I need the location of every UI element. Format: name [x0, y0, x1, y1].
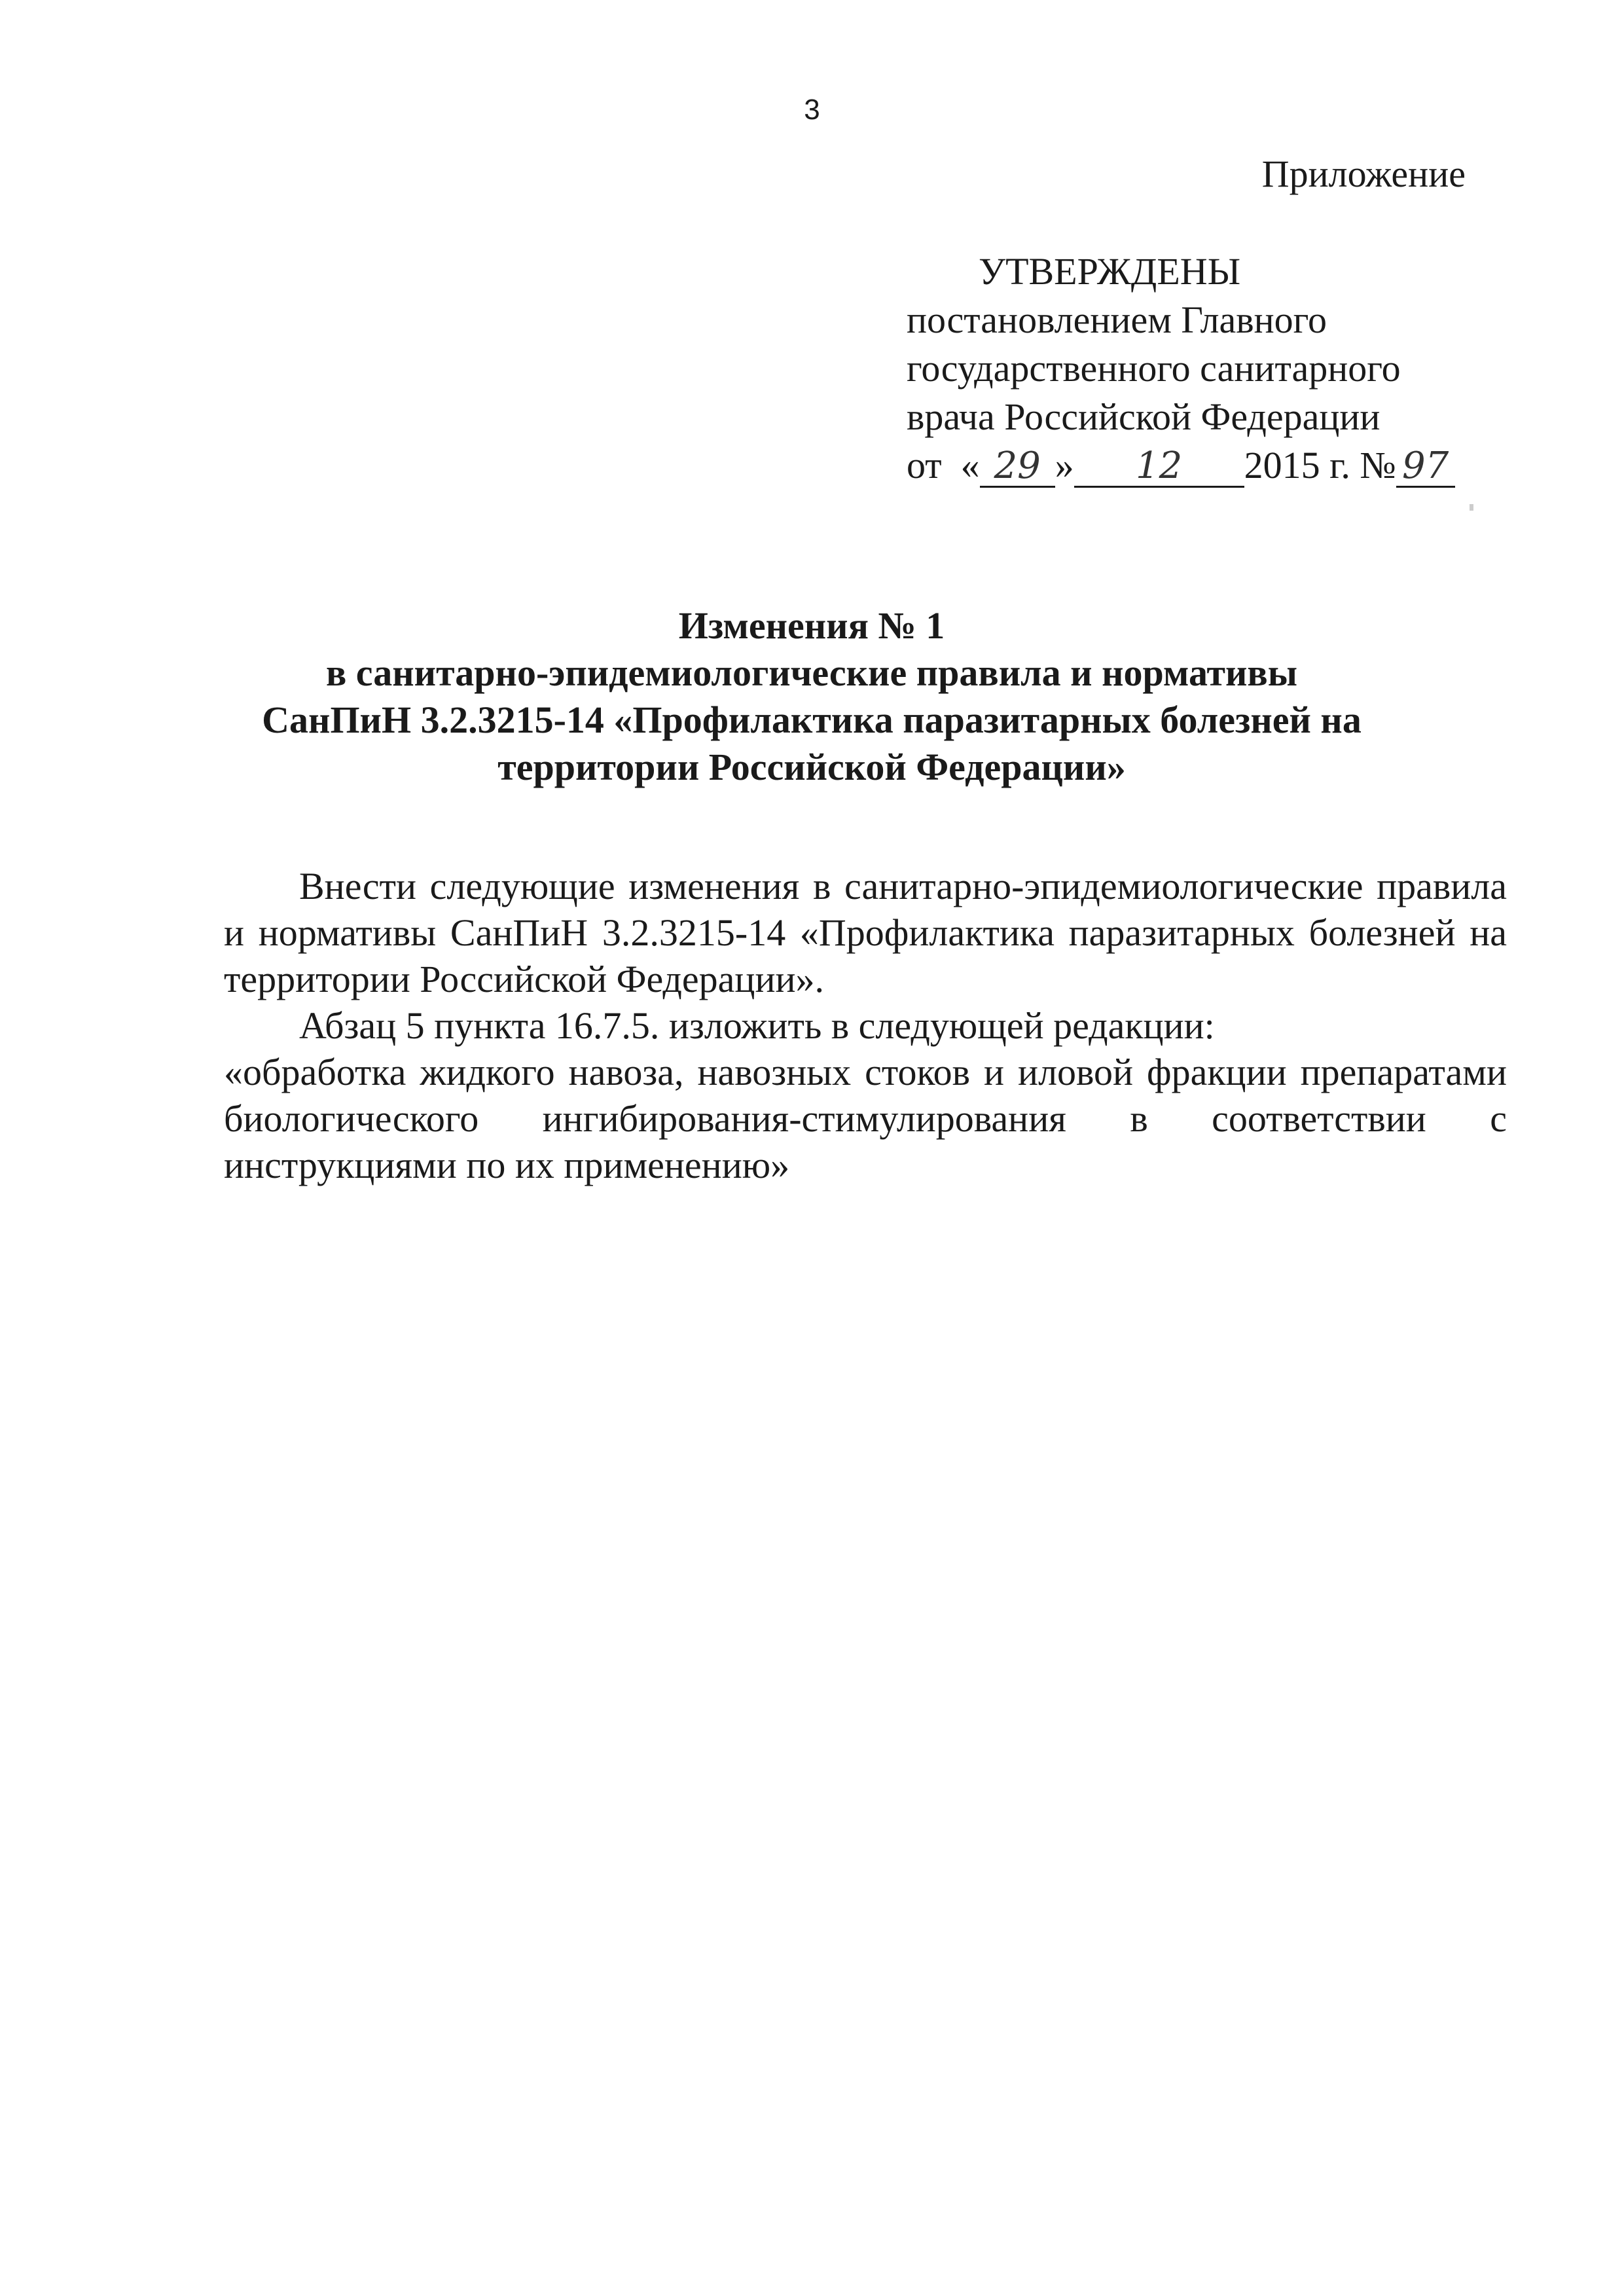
approval-heading: УТВЕРЖДЕНЫ [979, 250, 1241, 293]
title-line-4: территории Российской Федерации» [497, 746, 1126, 788]
title-line-3: СанПиН 3.2.3215-14 «Профилактика паразитарных болезней на [262, 699, 1362, 741]
body-paragraph-1: Внести следующие изменения в санитарно-эпидемиологические правила и нормативы СанПиН 3.2.3215-14 «Профилактика паразитарных болезней на территории Российской Федерации». [224, 865, 1507, 1000]
quote-close: » [1055, 444, 1074, 486]
handwritten-day: 29 [980, 446, 1055, 488]
number-sign: № [1360, 444, 1396, 486]
appendix-label: Приложение [1261, 153, 1466, 195]
approval-date-line [907, 441, 1496, 490]
year: 2015 г. [1244, 444, 1350, 486]
body-paragraph-2: Абзац 5 пункта 16.7.5. изложить в следующей редакции: [299, 1004, 1215, 1047]
title-line-1: Изменения № 1 [678, 604, 945, 647]
date-prefix: от [907, 444, 942, 486]
approval-line-3: врача Российской Федерации [907, 395, 1380, 438]
document-body [224, 863, 1507, 1188]
approval-line-1: постановлением Главного [907, 299, 1327, 341]
handwritten-number: 97 [1396, 446, 1455, 488]
document-title [223, 602, 1401, 791]
page-number: 3 [804, 94, 820, 126]
approval-line-2: государственного санитарного [907, 347, 1401, 390]
approval-block [907, 247, 1496, 490]
handwritten-month: 12 [1074, 446, 1244, 488]
body-paragraph-3: «обработка жидкого навоза, навозных стоков и иловой фракции препаратами биологического ингибирования-стимулирования в соответствии с инструкциями по их применению» [224, 1051, 1507, 1186]
stray-mark [1470, 504, 1473, 511]
quote-open: « [960, 444, 980, 486]
title-line-2: в санитарно-эпидемиологические правила и нормативы [325, 651, 1297, 694]
